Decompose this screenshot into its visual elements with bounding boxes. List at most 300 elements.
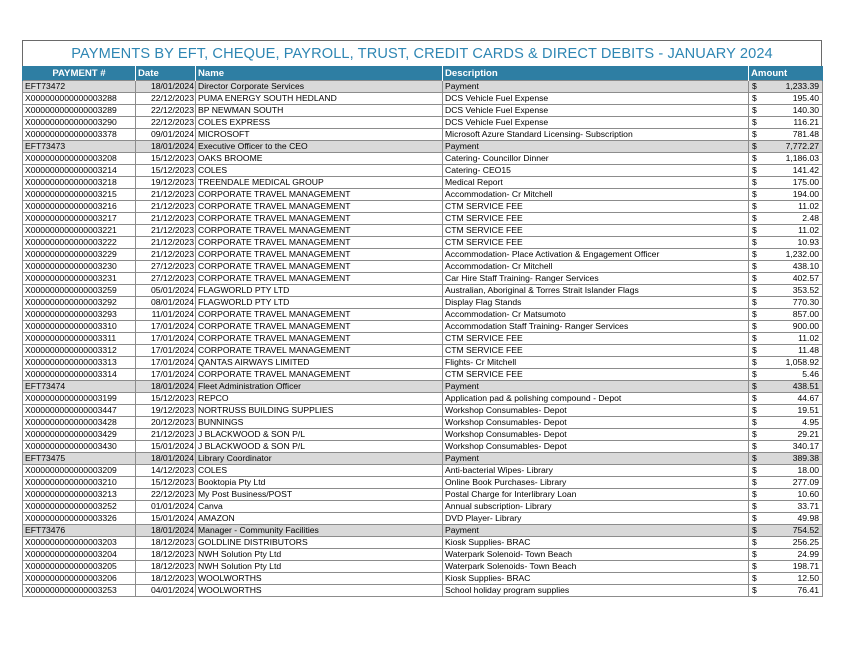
transaction-row [23, 489, 823, 501]
description-cell: Car Hire Staff Training- Ranger Services [443, 273, 749, 285]
currency-symbol-cell: $ [749, 453, 761, 465]
payment-number-cell: X000000000000003230 [23, 261, 136, 273]
amount-cell: 175.00 [761, 177, 823, 189]
amount-cell: 10.60 [761, 489, 823, 501]
currency-symbol-cell: $ [749, 297, 761, 309]
description-cell: CTM SERVICE FEE [443, 237, 749, 249]
description-cell: CTM SERVICE FEE [443, 201, 749, 213]
payee-name-cell: WOOLWORTHS [196, 573, 443, 585]
currency-symbol-cell: $ [749, 537, 761, 549]
payment-summary-row [23, 381, 823, 393]
column-header-payment: PAYMENT # [23, 66, 136, 81]
description-cell: Application pad & polishing compound - Depot [443, 393, 749, 405]
payee-name-cell: CORPORATE TRAVEL MANAGEMENT [196, 369, 443, 381]
transaction-row [23, 477, 823, 489]
amount-cell: 18.00 [761, 465, 823, 477]
description-cell: CTM SERVICE FEE [443, 213, 749, 225]
table-body [23, 81, 823, 597]
date-cell: 17/01/2024 [136, 333, 196, 345]
description-cell: Workshop Consumables- Depot [443, 417, 749, 429]
description-cell: Anti-bacterial Wipes- Library [443, 465, 749, 477]
amount-cell: 24.99 [761, 549, 823, 561]
description-cell: Catering- CEO15 [443, 165, 749, 177]
date-cell: 27/12/2023 [136, 261, 196, 273]
date-cell: 01/01/2024 [136, 501, 196, 513]
amount-cell: 44.67 [761, 393, 823, 405]
amount-cell: 1,233.39 [761, 81, 823, 93]
description-cell: CTM SERVICE FEE [443, 333, 749, 345]
amount-cell: 7,772.27 [761, 141, 823, 153]
date-cell: 21/12/2023 [136, 237, 196, 249]
payment-number-cell: X000000000000003215 [23, 189, 136, 201]
currency-symbol-cell: $ [749, 93, 761, 105]
description-cell: DCS Vehicle Fuel Expense [443, 93, 749, 105]
amount-cell: 29.21 [761, 429, 823, 441]
amount-cell: 340.17 [761, 441, 823, 453]
transaction-row [23, 309, 823, 321]
transaction-row [23, 405, 823, 417]
payment-number-cell: X000000000000003288 [23, 93, 136, 105]
date-cell: 15/01/2024 [136, 513, 196, 525]
date-cell: 17/01/2024 [136, 321, 196, 333]
transaction-row [23, 105, 823, 117]
transaction-row [23, 441, 823, 453]
transaction-row [23, 153, 823, 165]
payment-number-cell: X000000000000003314 [23, 369, 136, 381]
amount-cell: 4.95 [761, 417, 823, 429]
date-cell: 22/12/2023 [136, 105, 196, 117]
payee-name-cell: NWH Solution Pty Ltd [196, 561, 443, 573]
date-cell: 22/12/2023 [136, 489, 196, 501]
payment-number-cell: X000000000000003428 [23, 417, 136, 429]
payment-number-cell: X000000000000003214 [23, 165, 136, 177]
currency-symbol-cell: $ [749, 201, 761, 213]
currency-symbol-cell: $ [749, 405, 761, 417]
currency-symbol-cell: $ [749, 321, 761, 333]
date-cell: 21/12/2023 [136, 249, 196, 261]
payment-number-cell: EFT73473 [23, 141, 136, 153]
payment-number-cell: X000000000000003229 [23, 249, 136, 261]
transaction-row [23, 465, 823, 477]
currency-symbol-cell: $ [749, 585, 761, 597]
payee-name-cell: COLES [196, 465, 443, 477]
transaction-row [23, 321, 823, 333]
date-cell: 21/12/2023 [136, 225, 196, 237]
payment-number-cell: X000000000000003378 [23, 129, 136, 141]
currency-symbol-cell: $ [749, 549, 761, 561]
payment-number-cell: X000000000000003293 [23, 309, 136, 321]
column-header-description: Description [443, 66, 749, 81]
payee-name-cell: GOLDLINE DISTRIBUTORS [196, 537, 443, 549]
transaction-row [23, 201, 823, 213]
amount-cell: 116.21 [761, 117, 823, 129]
description-cell: Workshop Consumables- Depot [443, 441, 749, 453]
date-cell: 17/01/2024 [136, 357, 196, 369]
payee-name-cell: CORPORATE TRAVEL MANAGEMENT [196, 333, 443, 345]
date-cell: 15/12/2023 [136, 477, 196, 489]
payment-number-cell: X000000000000003429 [23, 429, 136, 441]
transaction-row [23, 213, 823, 225]
amount-cell: 402.57 [761, 273, 823, 285]
transaction-row [23, 93, 823, 105]
payee-name-cell: CORPORATE TRAVEL MANAGEMENT [196, 249, 443, 261]
payment-number-cell: X000000000000003217 [23, 213, 136, 225]
payee-name-cell: CORPORATE TRAVEL MANAGEMENT [196, 225, 443, 237]
payee-name-cell: REPCO [196, 393, 443, 405]
transaction-row [23, 249, 823, 261]
amount-cell: 754.52 [761, 525, 823, 537]
date-cell: 15/12/2023 [136, 153, 196, 165]
payment-number-cell: EFT73472 [23, 81, 136, 93]
date-cell: 27/12/2023 [136, 273, 196, 285]
payee-name-cell: AMAZON [196, 513, 443, 525]
report-title: PAYMENTS BY EFT, CHEQUE, PAYROLL, TRUST, CREDIT CARDS & DIRECT DEBITS - JANUARY 2024 [22, 40, 822, 66]
currency-symbol-cell: $ [749, 117, 761, 129]
amount-cell: 12.50 [761, 573, 823, 585]
transaction-row [23, 237, 823, 249]
currency-symbol-cell: $ [749, 285, 761, 297]
amount-cell: 76.41 [761, 585, 823, 597]
payee-name-cell: OAKS BROOME [196, 153, 443, 165]
payee-name-cell: CORPORATE TRAVEL MANAGEMENT [196, 213, 443, 225]
currency-symbol-cell: $ [749, 417, 761, 429]
currency-symbol-cell: $ [749, 501, 761, 513]
amount-cell: 438.51 [761, 381, 823, 393]
description-cell: DVD Player- Library [443, 513, 749, 525]
description-cell: Payment [443, 453, 749, 465]
payee-name-cell: CORPORATE TRAVEL MANAGEMENT [196, 201, 443, 213]
payee-name-cell: J BLACKWOOD & SON P/L [196, 429, 443, 441]
description-cell: Accommodation Staff Training- Ranger Services [443, 321, 749, 333]
payment-number-cell: X000000000000003326 [23, 513, 136, 525]
description-cell: Annual subscription- Library [443, 501, 749, 513]
payment-number-cell: X000000000000003430 [23, 441, 136, 453]
description-cell: Payment [443, 141, 749, 153]
column-header-name: Name [196, 66, 443, 81]
currency-symbol-cell: $ [749, 441, 761, 453]
currency-symbol-cell: $ [749, 237, 761, 249]
transaction-row [23, 273, 823, 285]
date-cell: 18/01/2024 [136, 141, 196, 153]
currency-symbol-cell: $ [749, 345, 761, 357]
payee-name-cell: TREENDALE MEDICAL GROUP [196, 177, 443, 189]
payee-name-cell: COLES [196, 165, 443, 177]
description-cell: Payment [443, 381, 749, 393]
currency-symbol-cell: $ [749, 357, 761, 369]
payments-table [22, 66, 823, 597]
payment-number-cell: X000000000000003290 [23, 117, 136, 129]
amount-cell: 1,058.92 [761, 357, 823, 369]
payment-number-cell: X000000000000003204 [23, 549, 136, 561]
payment-number-cell: EFT73475 [23, 453, 136, 465]
amount-cell: 11.02 [761, 225, 823, 237]
payment-summary-row [23, 525, 823, 537]
description-cell: Payment [443, 525, 749, 537]
currency-symbol-cell: $ [749, 141, 761, 153]
transaction-row [23, 165, 823, 177]
transaction-row [23, 345, 823, 357]
payee-name-cell: PUMA ENERGY SOUTH HEDLAND [196, 93, 443, 105]
description-cell: Catering- Councillor Dinner [443, 153, 749, 165]
currency-symbol-cell: $ [749, 477, 761, 489]
payment-number-cell: X000000000000003252 [23, 501, 136, 513]
date-cell: 15/12/2023 [136, 393, 196, 405]
payment-number-cell: X000000000000003199 [23, 393, 136, 405]
currency-symbol-cell: $ [749, 465, 761, 477]
payment-number-cell: X000000000000003289 [23, 105, 136, 117]
transaction-row [23, 561, 823, 573]
payment-number-cell: X000000000000003231 [23, 273, 136, 285]
payee-name-cell: CORPORATE TRAVEL MANAGEMENT [196, 309, 443, 321]
amount-cell: 438.10 [761, 261, 823, 273]
payment-summary-row [23, 141, 823, 153]
payment-number-cell: X000000000000003292 [23, 297, 136, 309]
payee-name-cell: BP NEWMAN SOUTH [196, 105, 443, 117]
header-row [23, 66, 823, 81]
payee-name-cell: CORPORATE TRAVEL MANAGEMENT [196, 189, 443, 201]
currency-symbol-cell: $ [749, 369, 761, 381]
date-cell: 18/01/2024 [136, 81, 196, 93]
amount-cell: 781.48 [761, 129, 823, 141]
amount-cell: 49.98 [761, 513, 823, 525]
payee-name-cell: Fleet Administration Officer [196, 381, 443, 393]
currency-symbol-cell: $ [749, 165, 761, 177]
payee-name-cell: MICROSOFT [196, 129, 443, 141]
date-cell: 18/01/2024 [136, 381, 196, 393]
payment-number-cell: X000000000000003259 [23, 285, 136, 297]
amount-cell: 11.02 [761, 201, 823, 213]
payment-number-cell: X000000000000003447 [23, 405, 136, 417]
transaction-row [23, 297, 823, 309]
transaction-row [23, 117, 823, 129]
description-cell: Accommodation- Cr Mitchell [443, 189, 749, 201]
currency-symbol-cell: $ [749, 429, 761, 441]
date-cell: 21/12/2023 [136, 213, 196, 225]
amount-cell: 2.48 [761, 213, 823, 225]
transaction-row [23, 189, 823, 201]
payment-summary-row [23, 453, 823, 465]
amount-cell: 1,186.03 [761, 153, 823, 165]
payee-name-cell: FLAGWORLD PTY LTD [196, 297, 443, 309]
payee-name-cell: Canva [196, 501, 443, 513]
transaction-row [23, 177, 823, 189]
payment-number-cell: X000000000000003221 [23, 225, 136, 237]
description-cell: Postal Charge for Interlibrary Loan [443, 489, 749, 501]
payee-name-cell: BUNNINGS [196, 417, 443, 429]
currency-symbol-cell: $ [749, 153, 761, 165]
transaction-row [23, 573, 823, 585]
date-cell: 11/01/2024 [136, 309, 196, 321]
date-cell: 17/01/2024 [136, 369, 196, 381]
date-cell: 18/12/2023 [136, 573, 196, 585]
currency-symbol-cell: $ [749, 333, 761, 345]
payment-number-cell: EFT73474 [23, 381, 136, 393]
description-cell: DCS Vehicle Fuel Expense [443, 117, 749, 129]
payments-sheet [22, 40, 822, 597]
date-cell: 18/01/2024 [136, 525, 196, 537]
date-cell: 09/01/2024 [136, 129, 196, 141]
payee-name-cell: CORPORATE TRAVEL MANAGEMENT [196, 345, 443, 357]
description-cell: Waterpark Solenoid- Town Beach [443, 549, 749, 561]
amount-cell: 11.48 [761, 345, 823, 357]
transaction-row [23, 369, 823, 381]
transaction-row [23, 513, 823, 525]
date-cell: 14/12/2023 [136, 465, 196, 477]
description-cell: Microsoft Azure Standard Licensing- Subscription [443, 129, 749, 141]
description-cell: Medical Report [443, 177, 749, 189]
transaction-row [23, 393, 823, 405]
currency-symbol-cell: $ [749, 489, 761, 501]
description-cell: Australian, Aboriginal & Torres Strait Islander Flags [443, 285, 749, 297]
amount-cell: 194.00 [761, 189, 823, 201]
transaction-row [23, 417, 823, 429]
payee-name-cell: CORPORATE TRAVEL MANAGEMENT [196, 321, 443, 333]
currency-symbol-cell: $ [749, 513, 761, 525]
amount-cell: 19.51 [761, 405, 823, 417]
column-header-amount: Amount [749, 66, 823, 81]
date-cell: 17/01/2024 [136, 345, 196, 357]
amount-cell: 1,232.00 [761, 249, 823, 261]
currency-symbol-cell: $ [749, 573, 761, 585]
payee-name-cell: J BLACKWOOD & SON P/L [196, 441, 443, 453]
payment-number-cell: X000000000000003218 [23, 177, 136, 189]
description-cell: Flights- Cr Mitchell [443, 357, 749, 369]
payee-name-cell: CORPORATE TRAVEL MANAGEMENT [196, 273, 443, 285]
date-cell: 08/01/2024 [136, 297, 196, 309]
description-cell: Kiosk Supplies- BRAC [443, 537, 749, 549]
currency-symbol-cell: $ [749, 129, 761, 141]
amount-cell: 33.71 [761, 501, 823, 513]
description-cell: CTM SERVICE FEE [443, 225, 749, 237]
payee-name-cell: My Post Business/POST [196, 489, 443, 501]
payee-name-cell: NWH Solution Pty Ltd [196, 549, 443, 561]
date-cell: 19/12/2023 [136, 405, 196, 417]
date-cell: 22/12/2023 [136, 93, 196, 105]
payee-name-cell: CORPORATE TRAVEL MANAGEMENT [196, 261, 443, 273]
payee-name-cell: COLES EXPRESS [196, 117, 443, 129]
currency-symbol-cell: $ [749, 381, 761, 393]
amount-cell: 141.42 [761, 165, 823, 177]
amount-cell: 857.00 [761, 309, 823, 321]
payee-name-cell: QANTAS AIRWAYS LIMITED [196, 357, 443, 369]
date-cell: 18/01/2024 [136, 453, 196, 465]
transaction-row [23, 429, 823, 441]
currency-symbol-cell: $ [749, 213, 761, 225]
payee-name-cell: Manager - Community Facilities [196, 525, 443, 537]
payee-name-cell: NORTRUSS BUILDING SUPPLIES [196, 405, 443, 417]
amount-cell: 256.25 [761, 537, 823, 549]
description-cell: Online Book Purchases- Library [443, 477, 749, 489]
transaction-row [23, 333, 823, 345]
currency-symbol-cell: $ [749, 273, 761, 285]
currency-symbol-cell: $ [749, 177, 761, 189]
amount-cell: 353.52 [761, 285, 823, 297]
currency-symbol-cell: $ [749, 525, 761, 537]
payment-number-cell: X000000000000003210 [23, 477, 136, 489]
amount-cell: 140.30 [761, 105, 823, 117]
payment-number-cell: X000000000000003310 [23, 321, 136, 333]
amount-cell: 195.40 [761, 93, 823, 105]
payment-number-cell: X000000000000003203 [23, 537, 136, 549]
transaction-row [23, 549, 823, 561]
payee-name-cell: Director Corporate Services [196, 81, 443, 93]
transaction-row [23, 285, 823, 297]
amount-cell: 10.93 [761, 237, 823, 249]
amount-cell: 11.02 [761, 333, 823, 345]
date-cell: 18/12/2023 [136, 537, 196, 549]
currency-symbol-cell: $ [749, 393, 761, 405]
currency-symbol-cell: $ [749, 81, 761, 93]
payment-number-cell: X000000000000003205 [23, 561, 136, 573]
amount-cell: 198.71 [761, 561, 823, 573]
payment-number-cell: X000000000000003206 [23, 573, 136, 585]
date-cell: 21/12/2023 [136, 189, 196, 201]
payment-number-cell: X000000000000003313 [23, 357, 136, 369]
currency-symbol-cell: $ [749, 249, 761, 261]
column-header-date: Date [136, 66, 196, 81]
amount-cell: 5.46 [761, 369, 823, 381]
description-cell: Workshop Consumables- Depot [443, 405, 749, 417]
description-cell: Accommodation- Cr Matsumoto [443, 309, 749, 321]
transaction-row [23, 501, 823, 513]
payment-number-cell: EFT73476 [23, 525, 136, 537]
payee-name-cell: FLAGWORLD PTY LTD [196, 285, 443, 297]
transaction-row [23, 261, 823, 273]
description-cell: CTM SERVICE FEE [443, 345, 749, 357]
transaction-row [23, 585, 823, 597]
date-cell: 05/01/2024 [136, 285, 196, 297]
currency-symbol-cell: $ [749, 309, 761, 321]
description-cell: CTM SERVICE FEE [443, 369, 749, 381]
date-cell: 21/12/2023 [136, 429, 196, 441]
description-cell: School holiday program supplies [443, 585, 749, 597]
date-cell: 22/12/2023 [136, 117, 196, 129]
amount-cell: 900.00 [761, 321, 823, 333]
payee-name-cell: Library Coordinator [196, 453, 443, 465]
amount-cell: 277.09 [761, 477, 823, 489]
transaction-row [23, 225, 823, 237]
description-cell: Kiosk Supplies- BRAC [443, 573, 749, 585]
currency-symbol-cell: $ [749, 105, 761, 117]
date-cell: 15/12/2023 [136, 165, 196, 177]
description-cell: Payment [443, 81, 749, 93]
currency-symbol-cell: $ [749, 225, 761, 237]
transaction-row [23, 537, 823, 549]
description-cell: Workshop Consumables- Depot [443, 429, 749, 441]
currency-symbol-cell: $ [749, 189, 761, 201]
transaction-row [23, 357, 823, 369]
date-cell: 18/12/2023 [136, 549, 196, 561]
description-cell: Waterpark Solenoids- Town Beach [443, 561, 749, 573]
transaction-row [23, 129, 823, 141]
payment-number-cell: X000000000000003312 [23, 345, 136, 357]
amount-cell: 389.38 [761, 453, 823, 465]
description-cell: Display Flag Stands [443, 297, 749, 309]
amount-cell: 770.30 [761, 297, 823, 309]
description-cell: DCS Vehicle Fuel Expense [443, 105, 749, 117]
date-cell: 15/01/2024 [136, 441, 196, 453]
payee-name-cell: CORPORATE TRAVEL MANAGEMENT [196, 237, 443, 249]
payee-name-cell: WOOLWORTHS [196, 585, 443, 597]
payment-number-cell: X000000000000003216 [23, 201, 136, 213]
date-cell: 04/01/2024 [136, 585, 196, 597]
payment-number-cell: X000000000000003209 [23, 465, 136, 477]
payment-number-cell: X000000000000003208 [23, 153, 136, 165]
currency-symbol-cell: $ [749, 561, 761, 573]
payee-name-cell: Booktopia Pty Ltd [196, 477, 443, 489]
description-cell: Accommodation- Cr Mitchell [443, 261, 749, 273]
payee-name-cell: Executive Officer to the CEO [196, 141, 443, 153]
